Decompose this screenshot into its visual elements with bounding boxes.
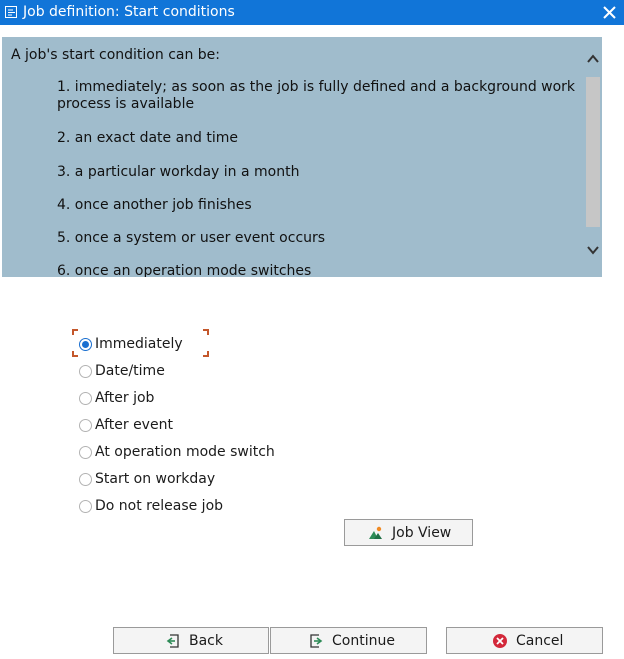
info-item: 5. once a system or user event occurs [57, 230, 326, 246]
info-scrollbar[interactable] [584, 37, 602, 277]
radio-button[interactable] [79, 338, 92, 351]
radio-operation-mode-switch[interactable] [78, 442, 298, 462]
continue-icon [308, 633, 324, 649]
radio-label: Immediately [95, 336, 183, 352]
back-button[interactable] [113, 627, 269, 654]
radio-label: After event [95, 417, 173, 433]
radio-date-time[interactable] [78, 361, 298, 381]
radio-button[interactable] [79, 419, 92, 432]
info-item: 4. once another job finishes [57, 197, 252, 213]
job-view-label: Job View [392, 525, 452, 541]
continue-button[interactable] [270, 627, 427, 654]
info-panel [2, 37, 602, 277]
radio-button[interactable] [79, 500, 92, 513]
scroll-thumb[interactable] [586, 77, 600, 227]
radio-label: After job [95, 390, 155, 406]
radio-button[interactable] [79, 473, 92, 486]
radio-label: At operation mode switch [95, 444, 275, 460]
radio-immediately[interactable] [78, 334, 298, 354]
window-title: Job definition: Start conditions [23, 4, 235, 20]
radio-do-not-release[interactable] [78, 496, 298, 516]
job-definition-icon [5, 6, 19, 18]
radio-label: Do not release job [95, 498, 224, 514]
cancel-button[interactable] [446, 627, 603, 654]
back-label: Back [189, 633, 223, 649]
info-item: 6. once an operation mode switches [57, 263, 312, 277]
title-bar [0, 0, 624, 25]
chevron-up-icon[interactable] [586, 52, 600, 66]
info-item: 2. an exact date and time [57, 130, 239, 146]
job-view-icon [368, 525, 384, 541]
back-icon [165, 633, 181, 649]
radio-after-event[interactable] [78, 415, 298, 435]
radio-label: Start on workday [95, 471, 216, 487]
cancel-label: Cancel [516, 633, 564, 649]
chevron-down-icon[interactable] [586, 243, 600, 257]
info-item: 3. a particular workday in a month [57, 164, 300, 180]
radio-start-on-workday[interactable] [78, 469, 298, 489]
info-intro: A job's start condition can be: [11, 47, 221, 63]
info-item: 1. immediately; as soon as the job is fully defined and a background work process is available [57, 79, 576, 112]
cancel-icon [492, 633, 508, 649]
radio-button[interactable] [79, 446, 92, 459]
radio-label: Date/time [95, 363, 165, 379]
close-icon[interactable] [601, 4, 618, 21]
job-view-button[interactable] [344, 519, 473, 546]
radio-button[interactable] [79, 365, 92, 378]
radio-button[interactable] [79, 392, 92, 405]
continue-label: Continue [332, 633, 395, 649]
radio-after-job[interactable] [78, 388, 298, 408]
